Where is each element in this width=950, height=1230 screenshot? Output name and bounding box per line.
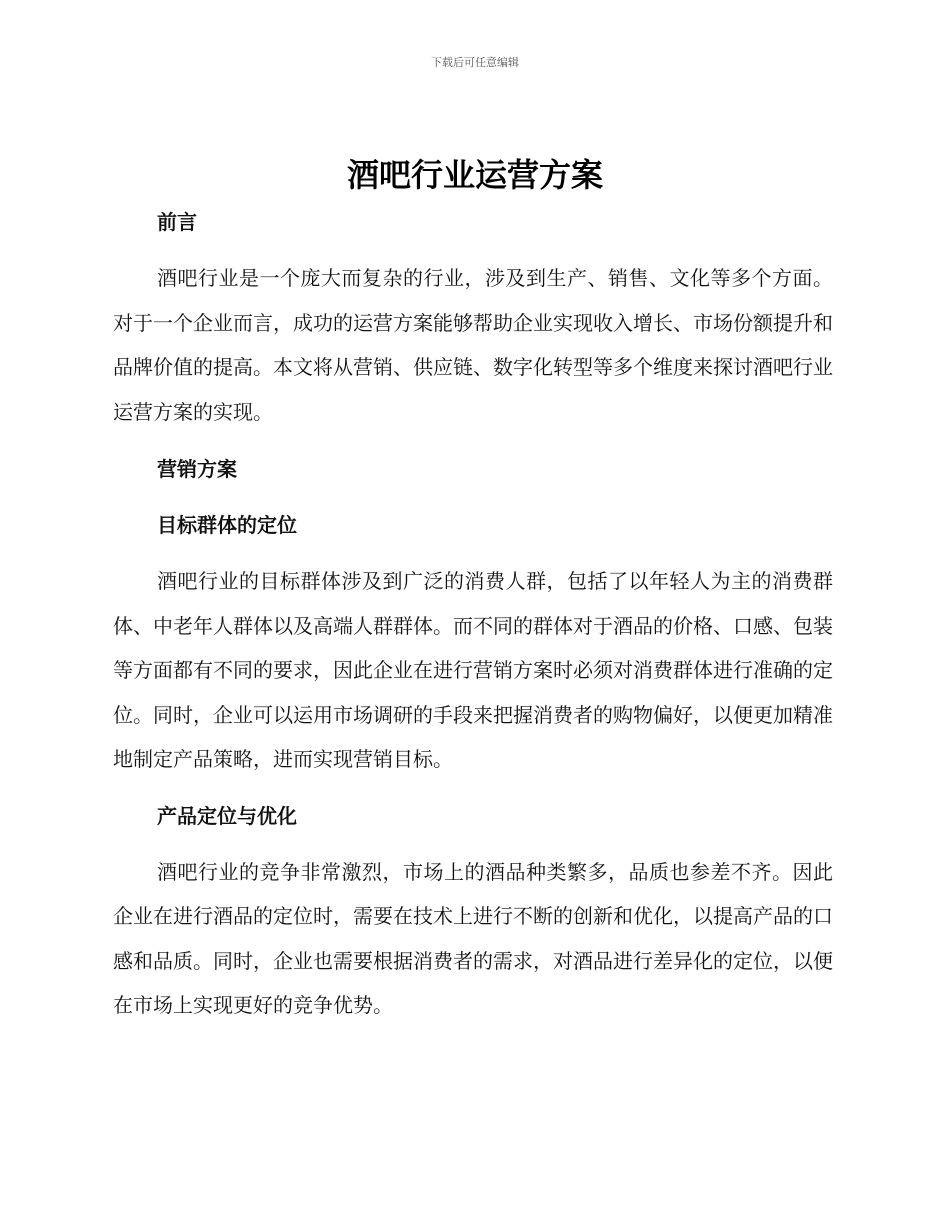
target-group-heading: 目标群体的定位 <box>157 513 297 537</box>
preface-heading: 前言 <box>157 210 197 234</box>
document-title: 酒吧行业运营方案 <box>346 156 603 194</box>
product-heading: 产品定位与优化 <box>157 803 297 828</box>
target-group-paragraph: 酒吧行业的目标群体涉及到广泛的消费人群，包括了以年轻人为主的消费群体、中老年人群体以及高端人群群体。而不同的群体对于酒品的价格、口感、包装等方面都有不同的要求，因此企业在进行营销方案时必须对消费群体进行准确的定位。同时，企业可以运用市场调研的手段来把握消费者的购物偏好，以便更加精准地制定产品策略，进而实现营销目标。 <box>113 569 833 771</box>
preface-paragraph: 酒吧行业是一个庞大而复杂的行业，涉及到生产、销售、文化等多个方面。对于一个企业而言，成功的运营方案能够帮助企业实现收入增长、市场份额提升和品牌价值的提高。本文将从营销、供应链、数字化转型等多个维度来探讨酒吧行业运营方案的实现。 <box>113 266 833 424</box>
marketing-heading: 营销方案 <box>157 457 237 481</box>
product-paragraph: 酒吧行业的竞争非常激烈，市场上的酒品种类繁多，品质也参差不齐。因此企业在进行酒品的定位时，需要在技术上进行不断的创新和优化，以提高产品的口感和品质。同时，企业也需要根据消费者的需求，对酒品进行差异化的定位，以便在市场上实现更好的竞争优势。 <box>113 859 833 1017</box>
page-header-note: 下载后可任意编辑 <box>431 56 519 69</box>
document-body <box>113 200 833 1028</box>
